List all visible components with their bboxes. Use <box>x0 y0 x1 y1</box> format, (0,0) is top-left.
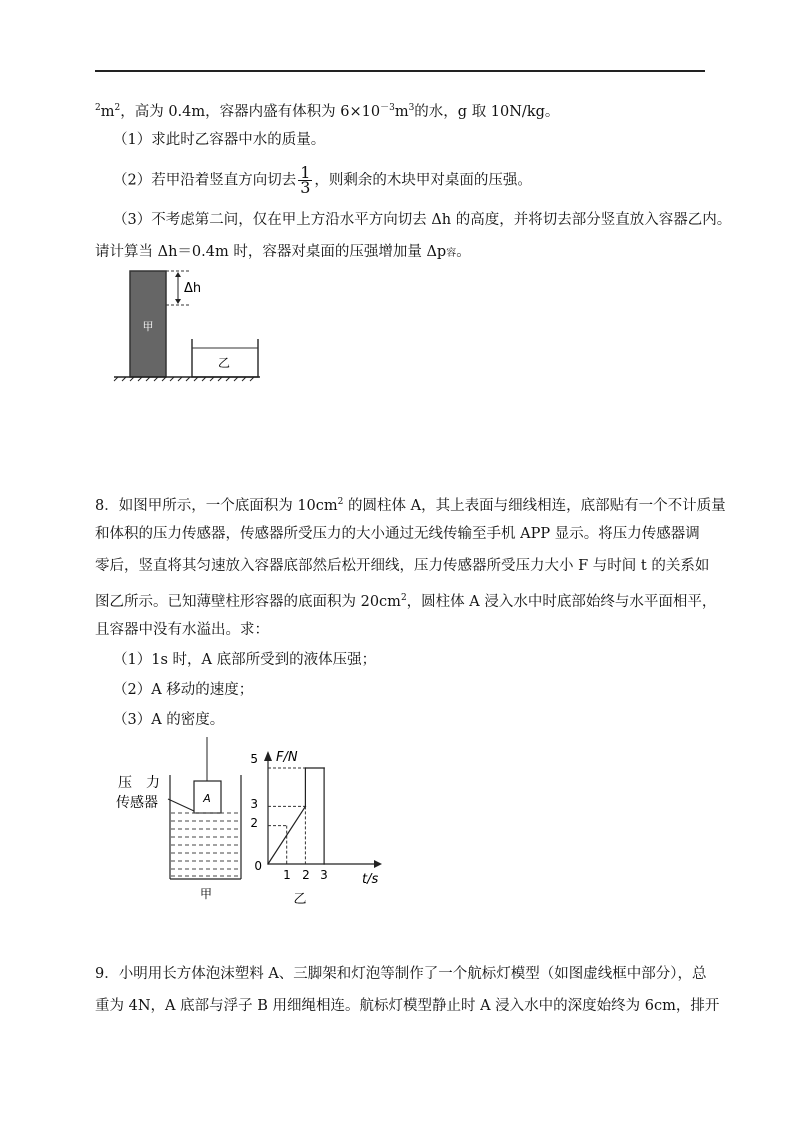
label-a: A <box>203 792 211 805</box>
sensor-pointer <box>168 799 194 811</box>
header-rule <box>95 70 705 72</box>
fraction-one-third: $\frac{1}{3}$ <box>300 163 311 197</box>
q7-part3-cont: 请计算当 Δh＝0.4m 时，容器对桌面的压强增加量 Δp容。 <box>95 244 471 260</box>
label-dh: Δh <box>184 281 202 296</box>
y-axis-arrow-icon <box>264 751 272 761</box>
label-yi: 乙 <box>293 892 307 905</box>
x-tick-1: 1 <box>283 868 291 882</box>
x-axis-arrow-icon <box>374 860 382 868</box>
q7-figure <box>110 265 270 385</box>
y-tick-0: 0 <box>254 859 262 873</box>
q8-line1: 8．如图甲所示，一个底面积为 $10cm^2$ 的圆柱体 A，其上表面与细线相连，底部贴有一个不计质量 <box>95 497 726 514</box>
x-tick-3: 3 <box>320 868 328 882</box>
data-point <box>323 863 325 865</box>
x-tick-2: 2 <box>302 868 310 882</box>
q8-figure-yi <box>250 745 400 905</box>
label-jia: 甲 <box>199 887 213 901</box>
sensor-label-2: 传感器 <box>116 795 158 811</box>
graph-line <box>267 767 325 865</box>
q8-sub1: （1）1s 时，A 底部所受到的液体压强； <box>113 652 377 668</box>
q7-given-line: $^2m^2$，高为 0.4m，容器内盛有体积为 $6\times 10^{-3}m^3$的水，g 取 10N/kg。 <box>95 103 560 120</box>
data-point <box>305 806 307 808</box>
q7-part2: （2）若甲沿着竖直方向切去 $\frac{1}{3}$ ，则剩余的木块甲对桌面的压强。 <box>113 163 532 197</box>
x-axis-label: t/s <box>362 872 379 887</box>
arrow-down-icon <box>175 299 181 304</box>
water-in-container <box>171 813 240 876</box>
f-t-series <box>268 768 324 864</box>
q8-line3: 零后，竖直将其匀速放入容器底部然后松开细线，压力传感器所受压力大小 F 与时间 t 的关系如 <box>95 558 710 574</box>
q8-figure-jia <box>110 735 260 905</box>
y-axis-label: F/N <box>276 750 298 765</box>
data-point <box>323 767 325 769</box>
q8-line2: 和体积的压力传感器，传感器所受压力的大小通过无线传输至手机 APP 显示。将压力传感器调 <box>95 526 700 542</box>
q9-line1: 9．小明用长方体泡沫塑料 A、三脚架和灯泡等制作了一个航标灯模型（如图虚线框中部分），总 <box>95 966 707 982</box>
y-tick-3: 3 <box>250 797 258 811</box>
y-tick-5: 5 <box>250 752 258 766</box>
label-yi: 乙 <box>218 356 231 370</box>
q7-part3: （3）不考虑第二问，仅在甲上方沿水平方向切去 Δh 的高度，并将切去部分竖直放入容器乙内。 <box>113 212 732 228</box>
y-tick-2: 2 <box>250 816 258 830</box>
arrow-up-icon <box>175 272 181 277</box>
sensor-label-1: 压 力 <box>118 775 160 791</box>
q8-sub3: （3）A 的密度。 <box>113 712 225 728</box>
q7-part1: （1）求此时乙容器中水的质量。 <box>113 132 326 148</box>
q8-line5: 且容器中没有水溢出。求： <box>95 622 269 638</box>
q9-line2: 重为 4N，A 底部与浮子 B 用细绳相连。航标灯模型静止时 A 浸入水中的深度始终为 6cm，排开 <box>95 998 720 1014</box>
q8-line4: 图乙所示。已知薄壁柱形容器的底面积为 $20cm^2$，圆柱体 A 浸入水中时底部始终与水平面相平， <box>95 593 717 610</box>
label-jia: 甲 <box>142 320 154 333</box>
data-point <box>267 863 269 865</box>
data-point <box>305 767 307 769</box>
q8-sub2: （2）A 移动的速度； <box>113 682 254 698</box>
